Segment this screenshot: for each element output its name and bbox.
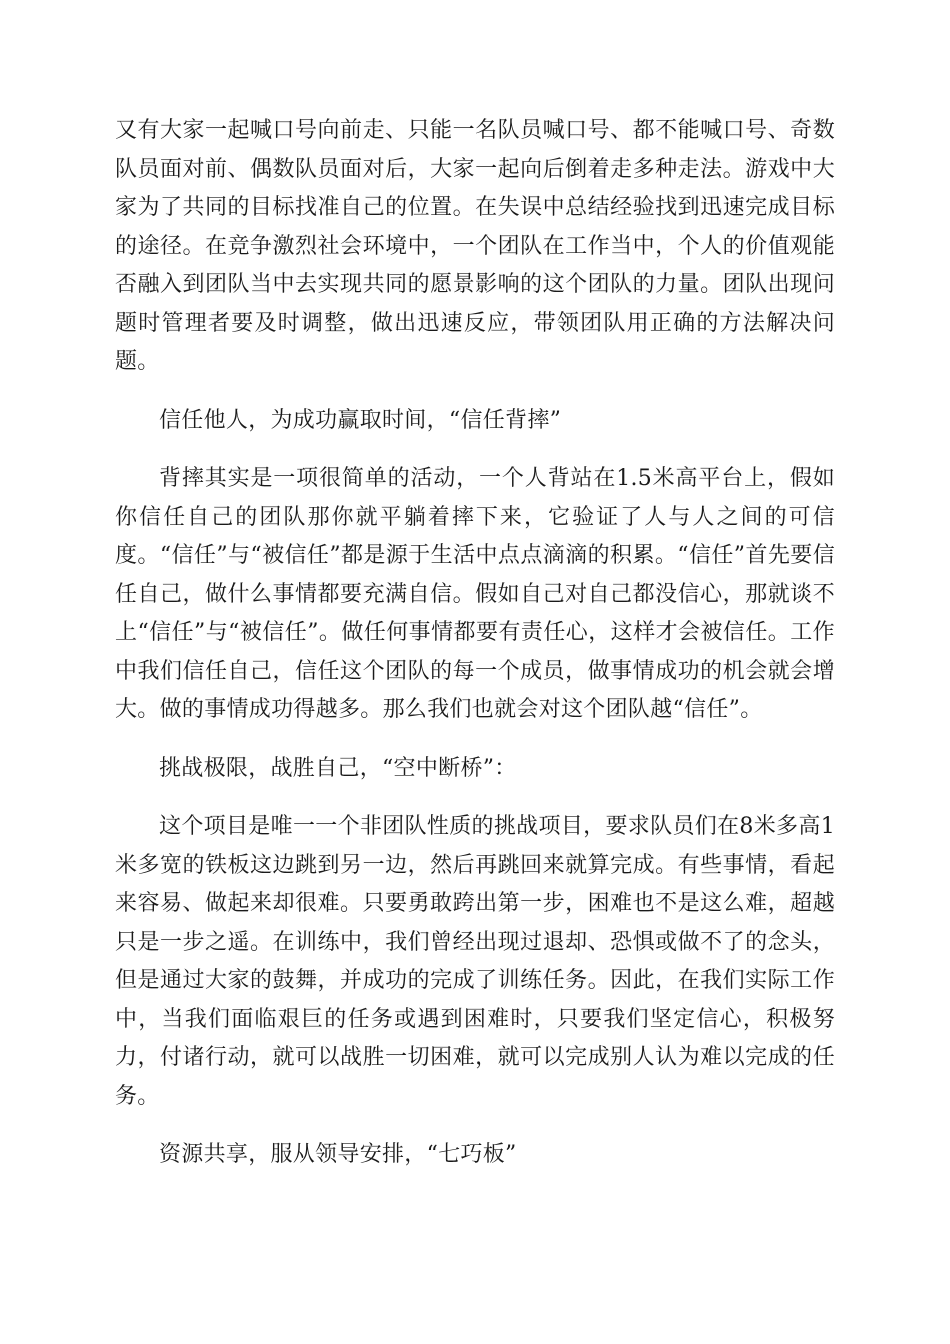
heading-trust-fall: 信任他人，为成功赢取时间，“信任背摔” bbox=[159, 407, 562, 433]
heading-broken-bridge: 挑战极限，战胜自己，“空中断桥”： bbox=[159, 755, 517, 781]
paragraph-broken-bridge: 这个项目是唯一一个非团队性质的挑战项目，要求队员们在8米多高1米多宽的铁板这边跳到另一边，然后再跳回来就算完成。有些事情，看起来容易、做起来却很难。只要勇敢跨出第一步，困难也不是这么难，超越只是一步之遥。在训练中，我们曾经出现过退却、恐惧或做不了的念头，但是通过大家的鼓舞，并成功的完成了训练任务。因此，在我们实际工作中，当我们面临艰巨的任务或遇到困难时，只要我们坚定信心，积极努力，付诸行动，就可以战胜一切困难，就可以完成别人认为难以完成的任务。 bbox=[115, 814, 835, 1109]
heading-tangram: 资源共享，服从领导安排，“七巧板” bbox=[159, 1142, 517, 1167]
document-page bbox=[115, 112, 835, 1175]
paragraph-team-walk: 又有大家一起喊口号向前走、只能一名队员喊口号、都不能喊口号、奇数队员面对前、偶数队员面对后，大家一起向后倒着走多种走法。游戏中大家为了共同的目标找准自己的位置。在失误中总结经验找到迅速完成目标的途径。在竞争激烈社会环境中，一个团队在工作当中，个人的价值观能否融入到团队当中去实现共同的愿景影响的这个团队的力量。团队出现问题时管理者要及时调整，做出迅速反应，带领团队用正确的方法解决问题。 bbox=[115, 118, 835, 374]
paragraph-trust-fall: 背摔其实是一项很简单的活动，一个人背站在1.5米高平台上，假如你信任自己的团队那你就平躺着摔下来，它验证了人与人之间的可信度。“信任”与“被信任”都是源于生活中点点滴滴的积累。“信任”首先要信任自己，做什么事情都要充满自信。假如自己对自己都没信心，那就谈不上“信任”与“被信任”。做任何事情都要有责任心，这样才会被信任。工作中我们信任自己，信任这个团队的每一个成员，做事情成功的机会就会增大。做的事情成功得越多。那么我们也就会对这个团队越“信任”。 bbox=[115, 466, 835, 722]
